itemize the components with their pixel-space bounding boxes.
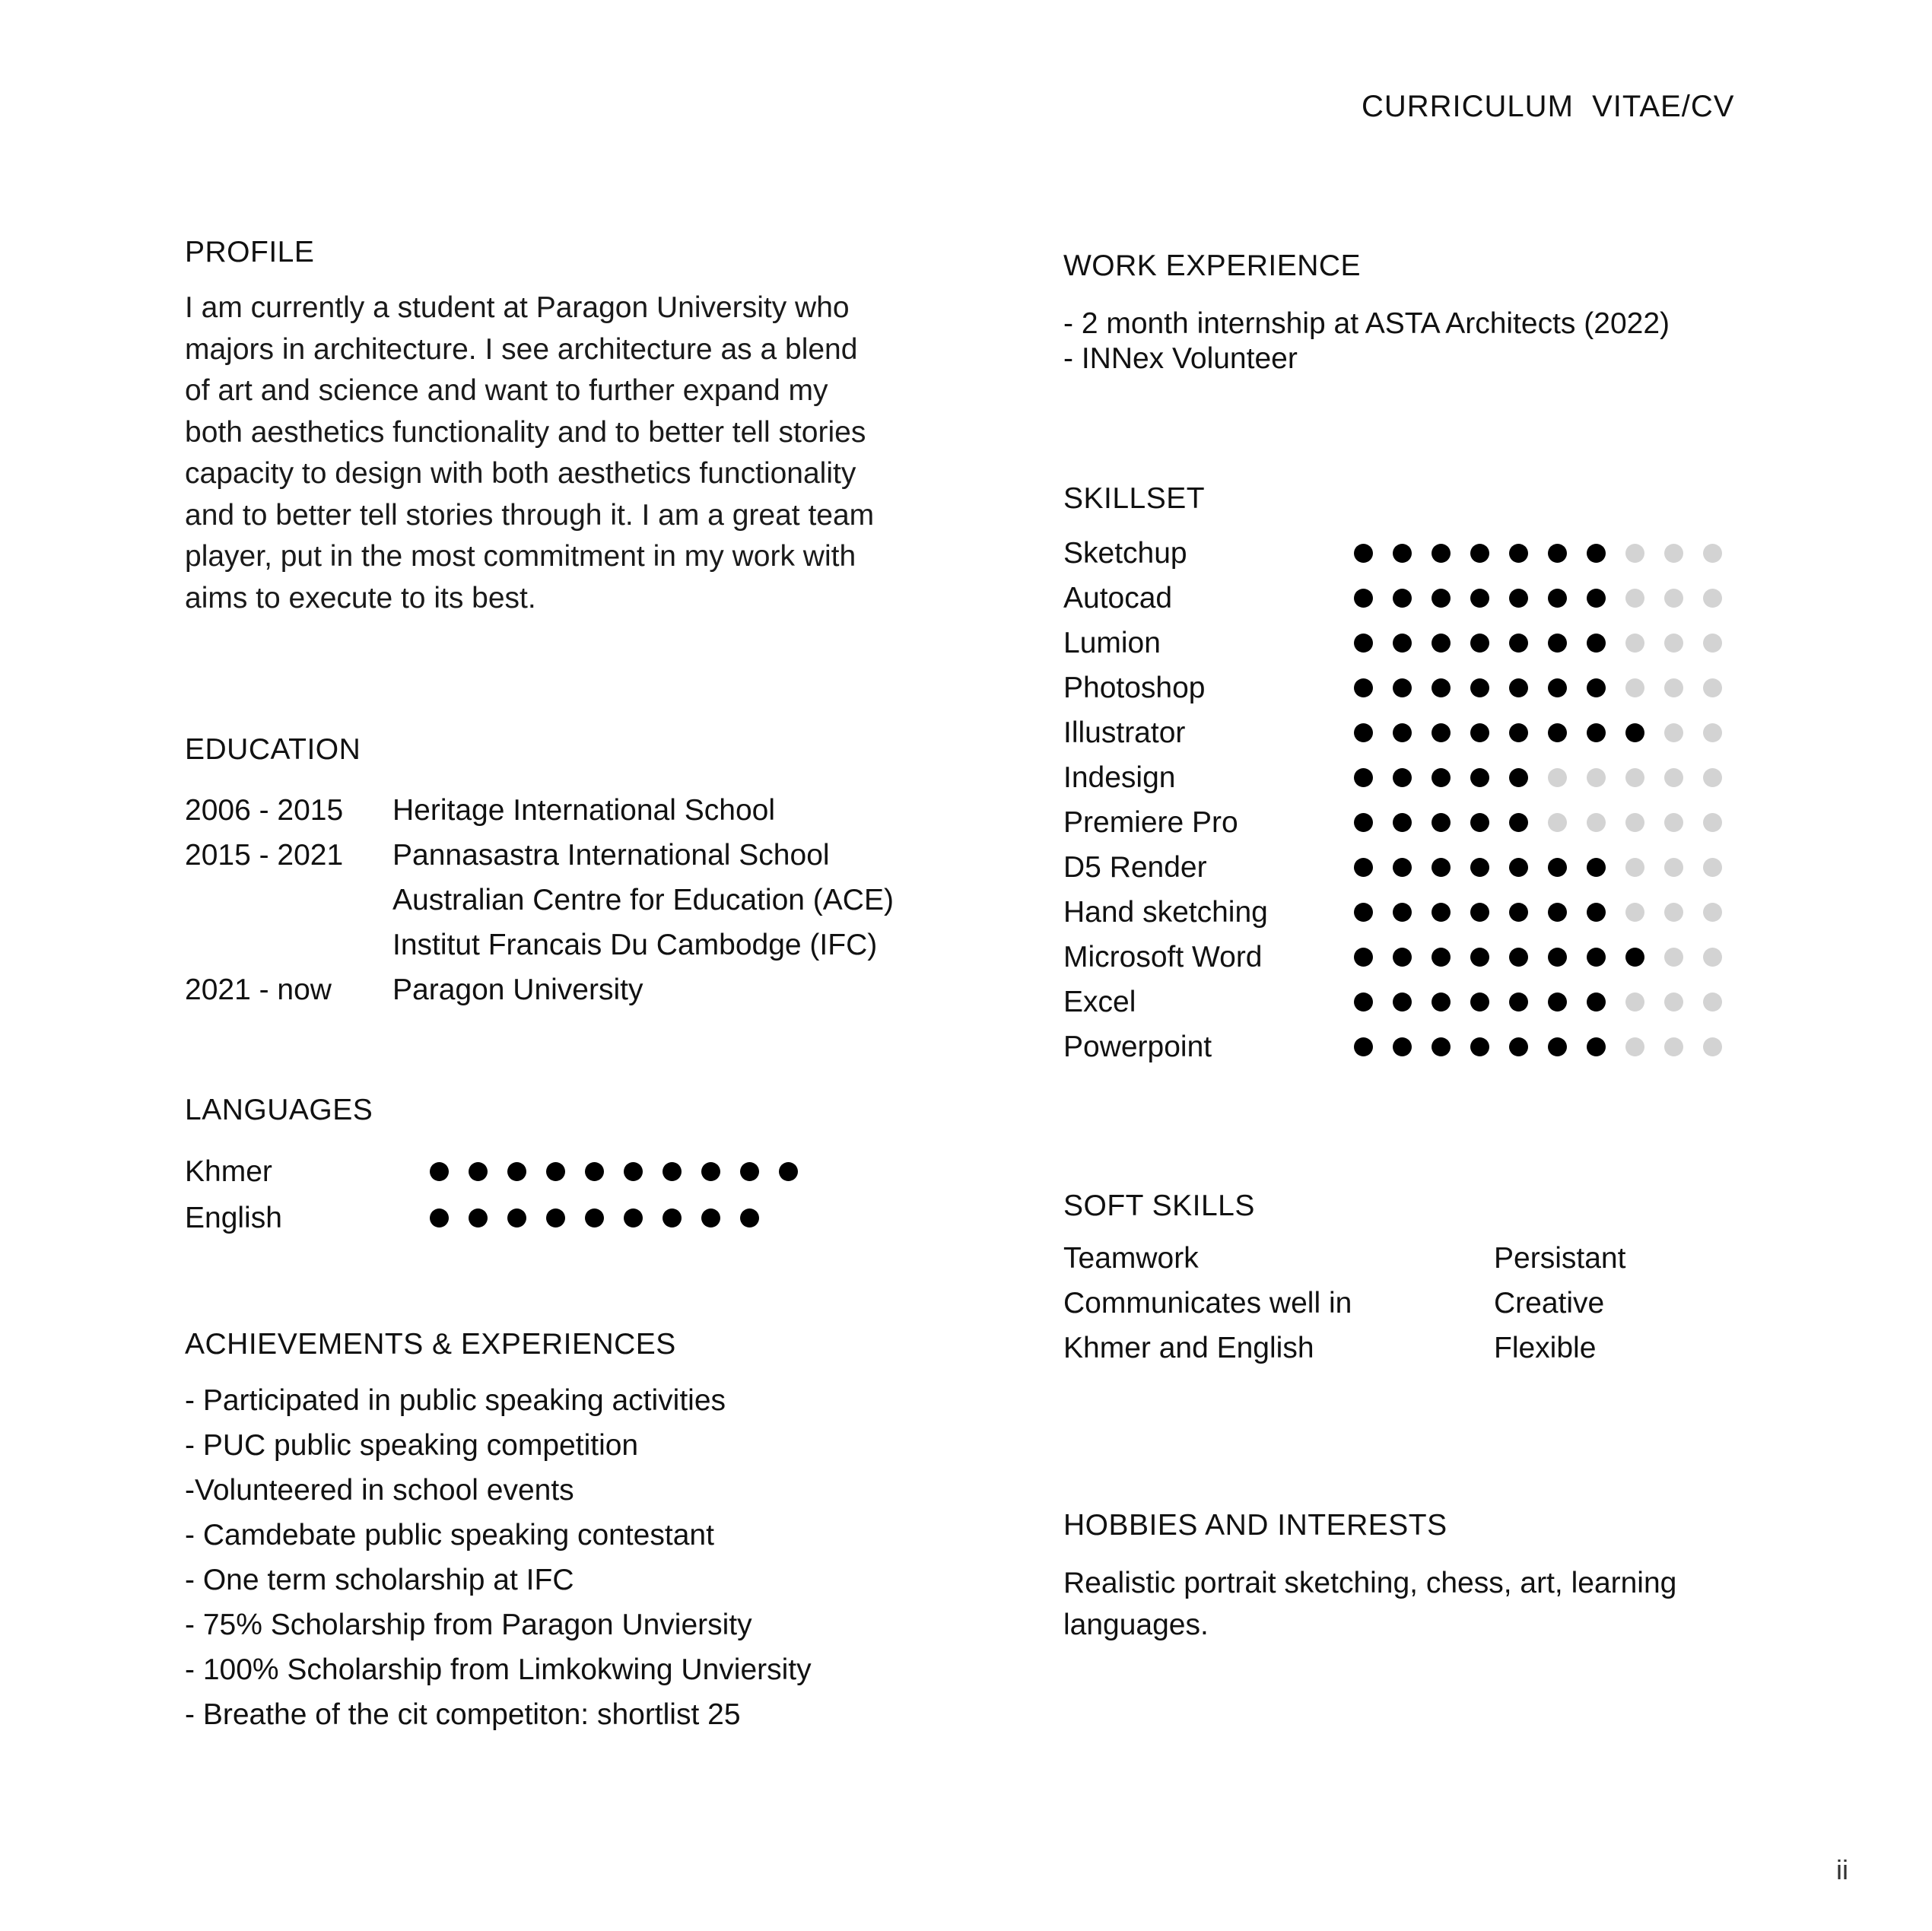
skill-row [1063,621,1742,665]
skill-name: Photoshop [1063,671,1206,704]
rating-dot-filled [1548,903,1567,922]
work-heading: WORK EXPERIENCE [1063,249,1362,282]
rating-dot-empty [1703,723,1722,742]
rating-dot-filled [1470,948,1489,967]
rating-dot-filled [1587,1037,1606,1056]
rating-dot-filled [1354,768,1373,787]
rating-dot-filled [740,1208,759,1228]
profile-line: and to better tell stories through it. I am a great team [185,498,875,532]
rating-dot-filled [740,1162,759,1181]
rating-dot-empty [1664,813,1683,832]
rating-dot-empty [1625,544,1644,563]
language-rating [430,1208,779,1228]
soft-skills-heading: SOFT SKILLS [1063,1189,1255,1222]
profile-line: aims to execute to its best. [185,581,536,615]
rating-dot-empty [1587,813,1606,832]
skill-rating [1354,723,1742,742]
rating-dot-filled [1393,992,1412,1012]
rating-dot-empty [1625,903,1644,922]
rating-dot-filled [1354,589,1373,608]
rating-dot-empty [1664,589,1683,608]
soft-skill-item: Teamwork [1063,1241,1199,1275]
rating-dot-filled [1548,992,1567,1012]
rating-dot-empty [1703,813,1722,832]
rating-dot-filled [546,1162,565,1181]
rating-dot-filled [1354,1037,1373,1056]
achievements-list [185,1378,812,1737]
rating-dot-empty [1703,589,1722,608]
rating-dot-filled [1548,544,1567,563]
education-table [185,788,894,1012]
skill-name: Excel [1063,985,1136,1018]
rating-dot-empty [1664,1037,1683,1056]
skill-name: Autocad [1063,581,1173,615]
rating-dot-filled [1548,678,1567,697]
hobbies-text [1063,1563,1748,1646]
education-row [185,878,894,923]
education-years: 2021 - now [185,973,332,1006]
skill-name: Indesign [1063,761,1176,794]
skill-rating [1354,948,1742,967]
rating-dot-filled [430,1208,449,1228]
skill-row [1063,665,1742,710]
rating-dot-filled [1509,634,1528,653]
achievement-item: -Volunteered in school events [185,1474,574,1507]
hobbies-line: languages. [1063,1608,1209,1641]
profile-line: majors in architecture. I see architecture as a blend [185,332,858,366]
rating-dot-filled [1587,858,1606,877]
work-list [1063,306,1670,376]
skill-rating [1354,589,1742,608]
rating-dot-filled [624,1162,643,1181]
achievement-item: - 75% Scholarship from Paragon Unviersity [185,1609,752,1641]
rating-dot-empty [1548,768,1567,787]
rating-dot-filled [1470,858,1489,877]
rating-dot-filled [701,1208,720,1228]
profile-heading: PROFILE [185,236,315,268]
rating-dot-filled [1354,723,1373,742]
rating-dot-empty [1703,678,1722,697]
rating-dot-empty [1625,813,1644,832]
rating-dot-filled [1470,678,1489,697]
language-name: Khmer [185,1154,272,1188]
rating-dot-filled [1470,589,1489,608]
profile-line: player, put in the most commitment in my work with [185,540,856,573]
language-name: English [185,1201,282,1234]
achievement-item: - PUC public speaking competition [185,1429,639,1462]
rating-dot-filled [1509,992,1528,1012]
skill-name: Hand sketching [1063,895,1268,929]
soft-skill-item: Persistant [1494,1241,1626,1275]
rating-dot-filled [1548,858,1567,877]
work-item: - 2 month internship at ASTA Architects (2022) [1063,307,1670,340]
rating-dot-filled [1432,1037,1451,1056]
rating-dot-filled [624,1208,643,1228]
rating-dot-filled [1509,589,1528,608]
education-years: 2006 - 2015 [185,793,344,827]
rating-dot-filled [1393,903,1412,922]
rating-dot-filled [779,1162,798,1181]
soft-skill-item: Khmer and English [1063,1331,1314,1364]
rating-dot-empty [1664,634,1683,653]
rating-dot-filled [507,1162,526,1181]
rating-dot-filled [1432,634,1451,653]
rating-dot-filled [1432,992,1451,1012]
skillset-heading: SKILLSET [1063,482,1206,515]
skill-name: Premiere Pro [1063,805,1238,839]
achievement-item: - Camdebate public speaking contestant [185,1519,714,1551]
rating-dot-filled [1509,678,1528,697]
rating-dot-filled [1393,1037,1412,1056]
rating-dot-filled [1625,723,1644,742]
skill-rating [1354,678,1742,697]
rating-dot-empty [1625,768,1644,787]
skill-name: D5 Render [1063,850,1207,884]
achievement-item: - Breathe of the cit competiton: shortlist 25 [185,1698,741,1731]
rating-dot-filled [1393,858,1412,877]
rating-dot-filled [1470,768,1489,787]
rating-dot-filled [1509,948,1528,967]
skill-rating [1354,858,1742,877]
languages-heading: LANGUAGES [185,1094,373,1126]
skill-row [1063,980,1742,1024]
soft-skills-grid [1063,1236,1722,1370]
achievements-heading: ACHIEVEMENTS & EXPERIENCES [185,1328,676,1361]
rating-dot-filled [1354,903,1373,922]
achievement-item: - Participated in public speaking activities [185,1384,726,1417]
rating-dot-empty [1664,723,1683,742]
skill-row [1063,935,1742,980]
rating-dot-filled [430,1162,449,1181]
rating-dot-filled [1432,813,1451,832]
rating-dot-empty [1703,992,1722,1012]
rating-dot-filled [1470,903,1489,922]
rating-dot-filled [663,1162,682,1181]
skill-rating [1354,813,1742,832]
skill-rating [1354,1037,1742,1056]
education-row [185,833,894,878]
rating-dot-filled [1548,723,1567,742]
rating-dot-empty [1548,813,1567,832]
skill-rating [1354,903,1742,922]
skill-rating [1354,634,1742,653]
rating-dot-filled [1548,1037,1567,1056]
rating-dot-filled [1393,678,1412,697]
rating-dot-empty [1703,903,1722,922]
languages-list [185,1148,818,1241]
rating-dot-filled [1470,1037,1489,1056]
skill-name: Powerpoint [1063,1030,1212,1063]
skill-name: Illustrator [1063,716,1186,749]
profile-line: both aesthetics functionality and to better tell stories [185,415,866,449]
rating-dot-filled [1509,858,1528,877]
rating-dot-filled [1509,723,1528,742]
skill-row [1063,710,1742,755]
education-heading: EDUCATION [185,733,361,766]
rating-dot-empty [1625,992,1644,1012]
rating-dot-filled [663,1208,682,1228]
skill-row [1063,800,1742,845]
rating-dot-filled [585,1208,604,1228]
skill-row [1063,845,1742,890]
rating-dot-filled [1587,589,1606,608]
skill-name: Lumion [1063,626,1161,659]
profile-line: capacity to design with both aesthetics functionality [185,457,856,490]
rating-dot-filled [1354,948,1373,967]
education-years: 2015 - 2021 [185,838,344,872]
rating-dot-empty [1703,1037,1722,1056]
soft-skill-item: Communicates well in [1063,1286,1352,1320]
rating-dot-filled [1354,992,1373,1012]
work-item: - INNex Volunteer [1063,342,1298,375]
rating-dot-filled [701,1162,720,1181]
rating-dot-filled [469,1162,488,1181]
document-title: CURRICULUM VITAE/CV [1362,90,1735,123]
profile-line: I am currently a student at Paragon University who [185,291,850,324]
skill-row [1063,1024,1742,1069]
rating-dot-filled [1587,544,1606,563]
rating-dot-filled [507,1208,526,1228]
hobbies-line: Realistic portrait sketching, chess, art, learning [1063,1567,1677,1599]
rating-dot-empty [1664,992,1683,1012]
rating-dot-filled [1470,544,1489,563]
rating-dot-filled [1587,723,1606,742]
language-row [185,1148,818,1195]
rating-dot-filled [1587,992,1606,1012]
rating-dot-empty [1587,768,1606,787]
skill-row [1063,755,1742,800]
skill-rating [1354,992,1742,1012]
skill-row [1063,576,1742,621]
rating-dot-empty [1664,678,1683,697]
rating-dot-empty [1625,634,1644,653]
skill-rating [1354,544,1742,563]
language-rating [430,1162,818,1181]
rating-dot-filled [1509,544,1528,563]
rating-dot-empty [1664,858,1683,877]
rating-dot-filled [1393,723,1412,742]
rating-dot-filled [1432,723,1451,742]
education-school: Heritage International School [392,793,775,827]
rating-dot-filled [1354,634,1373,653]
education-row [185,967,894,1012]
rating-dot-filled [1548,948,1567,967]
education-row [185,788,894,833]
rating-dot-filled [1432,903,1451,922]
rating-dot-filled [1393,948,1412,967]
rating-dot-empty [1625,678,1644,697]
rating-dot-filled [1509,903,1528,922]
education-school: Australian Centre for Education (ACE) [392,883,894,916]
rating-dot-filled [1393,589,1412,608]
rating-dot-empty [1703,858,1722,877]
rating-dot-filled [1470,634,1489,653]
rating-dot-filled [1354,678,1373,697]
rating-dot-filled [585,1162,604,1181]
rating-dot-filled [1393,768,1412,787]
rating-dot-filled [1548,589,1567,608]
profile-line: of art and science and want to further expand my [185,374,828,407]
skill-name: Microsoft Word [1063,940,1263,973]
skill-name: Sketchup [1063,536,1187,570]
rating-dot-filled [1432,858,1451,877]
rating-dot-empty [1625,1037,1644,1056]
rating-dot-filled [1354,858,1373,877]
rating-dot-filled [1354,813,1373,832]
rating-dot-filled [1509,1037,1528,1056]
rating-dot-filled [1354,544,1373,563]
skill-row [1063,890,1742,935]
achievement-item: - One term scholarship at IFC [185,1564,574,1596]
rating-dot-filled [1432,589,1451,608]
education-school: Pannasastra International School [392,838,830,872]
rating-dot-empty [1625,589,1644,608]
rating-dot-filled [1587,903,1606,922]
page-number: ii [1836,1854,1848,1885]
education-row [185,923,894,967]
language-row [185,1195,818,1241]
rating-dot-filled [1393,634,1412,653]
skill-rating [1354,768,1742,787]
education-school: Paragon University [392,973,643,1006]
rating-dot-filled [469,1208,488,1228]
skill-row [1063,531,1742,576]
rating-dot-empty [1625,858,1644,877]
rating-dot-filled [1393,544,1412,563]
rating-dot-filled [1432,544,1451,563]
skillset-list [1063,531,1742,1069]
hobbies-heading: HOBBIES AND INTERESTS [1063,1509,1447,1542]
rating-dot-empty [1703,948,1722,967]
rating-dot-filled [1393,813,1412,832]
rating-dot-empty [1703,544,1722,563]
rating-dot-filled [1587,948,1606,967]
rating-dot-filled [1470,992,1489,1012]
rating-dot-filled [1625,948,1644,967]
rating-dot-filled [1509,768,1528,787]
rating-dot-filled [1548,634,1567,653]
rating-dot-filled [1470,813,1489,832]
rating-dot-filled [1432,768,1451,787]
soft-skill-item: Creative [1494,1286,1605,1320]
rating-dot-filled [1432,678,1451,697]
rating-dot-empty [1703,634,1722,653]
rating-dot-filled [1470,723,1489,742]
rating-dot-filled [1432,948,1451,967]
soft-skill-item: Flexible [1494,1331,1597,1364]
rating-dot-filled [546,1208,565,1228]
profile-text [185,287,915,619]
education-school: Institut Francais Du Cambodge (IFC) [392,928,878,961]
rating-dot-empty [1664,768,1683,787]
rating-dot-filled [1587,678,1606,697]
rating-dot-filled [1509,813,1528,832]
rating-dot-filled [1587,634,1606,653]
rating-dot-empty [1664,544,1683,563]
rating-dot-empty [1703,768,1722,787]
rating-dot-empty [1664,903,1683,922]
rating-dot-empty [1664,948,1683,967]
achievement-item: - 100% Scholarship from Limkokwing Unviersity [185,1653,812,1686]
